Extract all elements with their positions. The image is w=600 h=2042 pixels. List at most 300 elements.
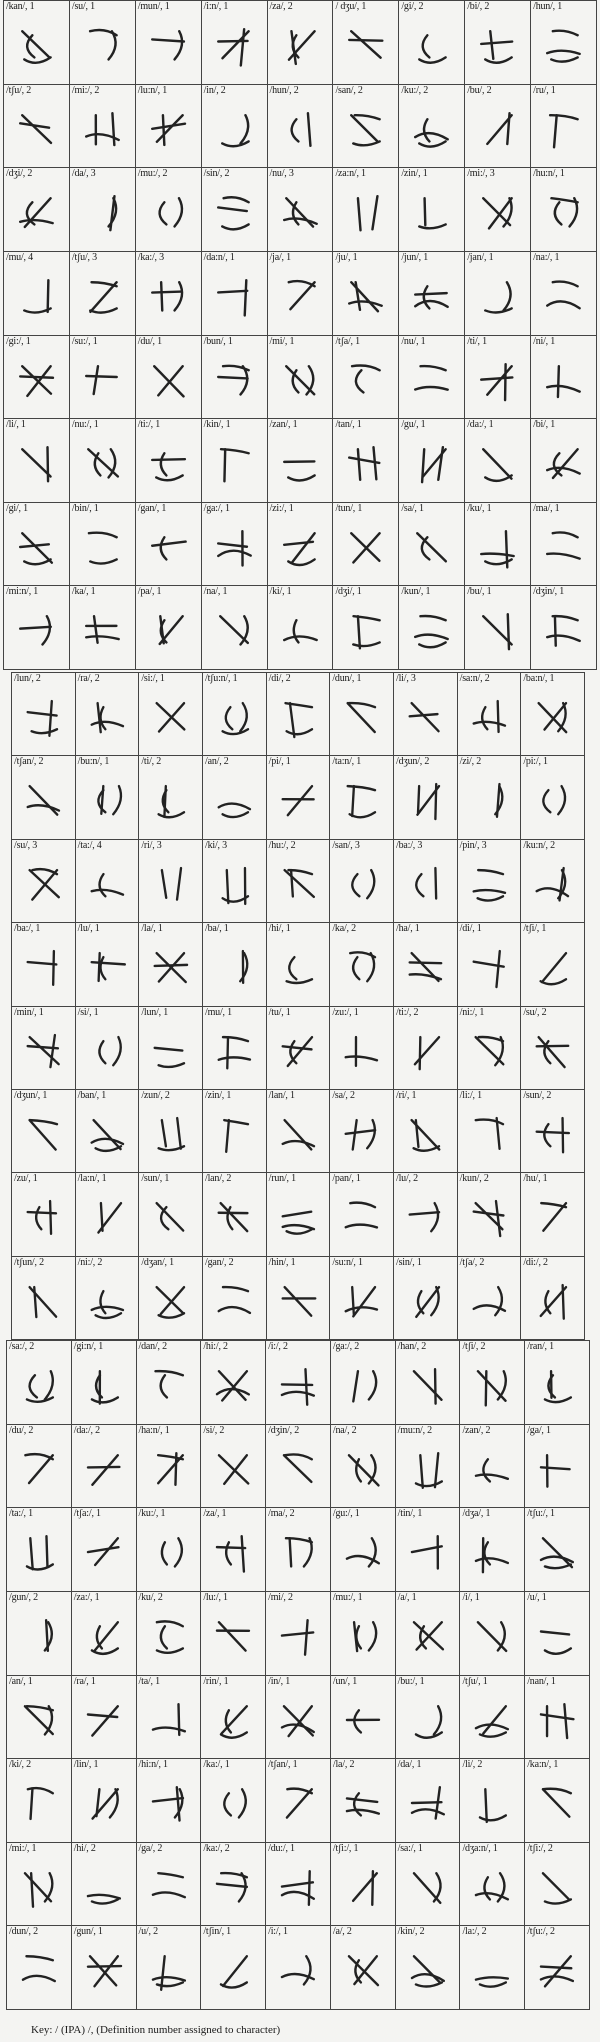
- character-cell: [266, 1843, 331, 1927]
- ipa-label: /za/, 2: [269, 1, 293, 12]
- character-cell: [4, 503, 70, 587]
- ipa-label: /hi/, 1: [268, 923, 291, 935]
- script-glyph-icon: [268, 1, 333, 84]
- character-cell: [268, 85, 334, 169]
- character-cell: [465, 252, 531, 336]
- character-cell: [458, 756, 522, 839]
- character-cell: [266, 1592, 331, 1676]
- script-glyph-icon: [202, 336, 267, 419]
- ipa-label: /un/, 1: [332, 1675, 358, 1687]
- script-glyph-icon: [202, 586, 267, 669]
- ipa-label: /li/, 2: [462, 1759, 483, 1771]
- script-glyph-icon: [521, 1007, 584, 1089]
- ipa-label: /lan/, 2: [205, 1173, 232, 1185]
- script-glyph-icon: [458, 1173, 521, 1255]
- character-cell: [203, 1007, 267, 1090]
- script-glyph-icon: [266, 1759, 330, 1842]
- character-cell: [4, 586, 70, 670]
- script-glyph-icon: [396, 1926, 460, 2009]
- character-cell: [460, 1341, 525, 1425]
- script-glyph-icon: [4, 586, 69, 669]
- character-cell: [12, 1257, 76, 1340]
- character-cell: [458, 1090, 522, 1173]
- character-cell: [525, 1592, 590, 1676]
- character-cell: [201, 1759, 266, 1843]
- ipa-label: /mi:/, 3: [467, 168, 495, 180]
- script-glyph-icon: [70, 586, 135, 669]
- character-cell: [330, 840, 394, 923]
- character-cell: [139, 923, 203, 1006]
- character-cell: [394, 1090, 458, 1173]
- character-cell: [136, 419, 202, 503]
- ipa-label: /sa/, 2: [332, 1089, 355, 1101]
- character-cell: [202, 85, 268, 169]
- ipa-label: /hi/, 2: [73, 1842, 96, 1854]
- character-cell: [396, 1676, 461, 1760]
- script-glyph-icon: [458, 1257, 521, 1339]
- character-cell: [394, 923, 458, 1006]
- script-glyph-icon: [203, 923, 266, 1005]
- ipa-label: /dun/, 2: [9, 1926, 38, 1938]
- character-cell: [70, 336, 136, 420]
- script-glyph-icon: [331, 1926, 395, 2009]
- script-glyph-icon: [394, 840, 457, 922]
- script-glyph-icon: [72, 1592, 136, 1675]
- ipa-label: /ru/, 1: [533, 84, 556, 96]
- character-cell: [76, 1090, 140, 1173]
- ipa-label: /gun/, 1: [73, 1926, 103, 1938]
- character-cell: [12, 923, 76, 1006]
- ipa-label: /li/, 3: [396, 673, 416, 684]
- ipa-label: /kin/, 1: [203, 419, 231, 431]
- character-cell: [525, 1341, 590, 1425]
- ipa-label: /mu:n/, 2: [397, 1424, 432, 1436]
- script-glyph-icon: [333, 586, 398, 669]
- ipa-label: /sa/, 1: [401, 502, 424, 514]
- character-cell: [139, 1257, 203, 1340]
- character-cell: [521, 673, 585, 756]
- character-cell: [12, 1007, 76, 1090]
- ipa-label: /di/, 2: [268, 673, 291, 684]
- ipa-label: /za:/, 1: [73, 1591, 100, 1603]
- ipa-label: /tʃi:/, 2: [527, 1842, 553, 1854]
- character-cell: [76, 673, 140, 756]
- script-glyph-icon: [330, 1257, 393, 1339]
- ipa-label: /dʒa:n/, 1: [462, 1842, 498, 1854]
- script-glyph-icon: [70, 419, 135, 502]
- ipa-label: /ni:/, 2: [77, 1256, 103, 1268]
- script-glyph-icon: [7, 1926, 71, 2009]
- character-cell: [139, 673, 203, 756]
- script-glyph-icon: [139, 923, 202, 1005]
- script-glyph-icon: [139, 1257, 202, 1339]
- character-cell: [70, 85, 136, 169]
- script-glyph-icon: [12, 1007, 75, 1089]
- ipa-label: /zin/, 1: [205, 1089, 232, 1101]
- script-glyph-icon: [139, 1090, 202, 1172]
- ipa-label: /ta:n/, 1: [332, 756, 362, 768]
- character-cell: [460, 1425, 525, 1509]
- character-cell: [333, 419, 399, 503]
- ipa-label: /tʃi/, 2: [462, 1341, 486, 1352]
- script-glyph-icon: [394, 673, 457, 755]
- script-glyph-icon: [460, 1425, 524, 1508]
- character-cell: [465, 168, 531, 252]
- script-glyph-icon: [137, 1843, 201, 1926]
- ipa-label: /gun/, 2: [9, 1591, 38, 1603]
- script-glyph-icon: [266, 1425, 330, 1508]
- character-cell: [72, 1592, 137, 1676]
- character-cell: [460, 1676, 525, 1760]
- script-glyph-icon: [531, 586, 596, 669]
- ipa-label: /tʃu:n/, 1: [205, 673, 238, 684]
- ipa-label: /kan/, 1: [6, 1, 35, 12]
- script-glyph-icon: [7, 1508, 71, 1591]
- character-cell: [333, 503, 399, 587]
- character-cell: [331, 1425, 396, 1509]
- ipa-label: /in/, 2: [203, 84, 226, 96]
- script-glyph-icon: [333, 85, 398, 168]
- character-cell: [396, 1592, 461, 1676]
- script-glyph-icon: [330, 923, 393, 1005]
- script-glyph-icon: [267, 1173, 330, 1255]
- ipa-label: /da:/, 2: [73, 1424, 100, 1436]
- ipa-label: /mi:/, 1: [9, 1842, 37, 1854]
- ipa-label: /su/, 3: [14, 839, 38, 851]
- character-cell: [531, 336, 597, 420]
- character-cell: [70, 419, 136, 503]
- script-glyph-icon: [201, 1926, 265, 2009]
- script-glyph-icon: [399, 419, 464, 502]
- script-glyph-icon: [394, 1090, 457, 1172]
- ipa-label: /da:n/, 1: [203, 251, 235, 263]
- script-glyph-icon: [399, 586, 464, 669]
- script-glyph-icon: [331, 1508, 395, 1591]
- ipa-label: /san/, 3: [332, 839, 360, 851]
- script-glyph-icon: [267, 756, 330, 838]
- ipa-label: /kun/, 1: [401, 586, 431, 598]
- ipa-label: /run/, 1: [268, 1173, 296, 1185]
- ipa-label: /ka:/, 1: [203, 1759, 230, 1771]
- character-cell: [72, 1926, 137, 2010]
- character-cell: [521, 1090, 585, 1173]
- script-glyph-icon: [4, 503, 69, 586]
- character-cell: [7, 1926, 72, 2010]
- ipa-label: /si:/, 1: [141, 673, 165, 684]
- character-cell: [394, 1007, 458, 1090]
- character-cell: [460, 1508, 525, 1592]
- ipa-label: /ma/, 2: [268, 1508, 295, 1520]
- character-cell: [394, 1173, 458, 1256]
- ipa-label: /ti:/, 2: [396, 1006, 419, 1018]
- script-glyph-icon: [266, 1676, 330, 1759]
- ipa-label: /pan/, 1: [332, 1173, 361, 1185]
- ipa-label: /hi:n/, 1: [138, 1759, 168, 1771]
- ipa-label: /hin/, 1: [268, 1256, 296, 1268]
- ipa-label: /gi/, 1: [6, 502, 28, 514]
- character-cell: [202, 1, 268, 85]
- script-glyph-icon: [72, 1676, 136, 1759]
- character-cell: [4, 419, 70, 503]
- character-cell: [521, 1257, 585, 1340]
- ipa-label: /gu:/, 1: [332, 1508, 360, 1520]
- character-cell: [399, 252, 465, 336]
- script-glyph-icon: [202, 252, 267, 335]
- ipa-label: /sa:n/, 2: [459, 673, 490, 684]
- ipa-label: /in/, 1: [268, 1675, 291, 1687]
- character-cell: [267, 923, 331, 1006]
- character-cell: [76, 840, 140, 923]
- script-glyph-icon: [70, 1, 135, 84]
- character-cell: [330, 1090, 394, 1173]
- script-glyph-icon: [202, 503, 267, 586]
- character-cell: [458, 1173, 522, 1256]
- script-glyph-icon: [331, 1592, 395, 1675]
- ipa-label: /zi:/, 1: [269, 502, 294, 514]
- ipa-label: /zan/, 2: [462, 1424, 491, 1436]
- ipa-label: /ku:n/, 2: [523, 839, 555, 851]
- ipa-label: /gan/, 1: [137, 502, 167, 514]
- ipa-label: /ba/, 1: [205, 923, 229, 935]
- script-glyph-icon: [139, 1173, 202, 1255]
- character-cell: [267, 1173, 331, 1256]
- character-cell: [136, 85, 202, 169]
- script-glyph-icon: [201, 1341, 265, 1424]
- character-cell: [531, 168, 597, 252]
- script-glyph-icon: [460, 1341, 524, 1424]
- character-cell: [333, 1, 399, 85]
- character-cell: [137, 1843, 202, 1927]
- character-cell: [76, 1007, 140, 1090]
- script-glyph-icon: [136, 168, 201, 251]
- script-glyph-icon: [394, 1007, 457, 1089]
- ipa-label: /mu/, 1: [205, 1006, 232, 1018]
- script-glyph-icon: [136, 586, 201, 669]
- ipa-label: /bu:n/, 1: [77, 756, 110, 768]
- character-cell: [465, 85, 531, 169]
- script-glyph-icon: [331, 1341, 395, 1424]
- ipa-label: /jun/, 1: [401, 251, 429, 263]
- character-cell: [396, 1508, 461, 1592]
- ipa-label: /mun/, 1: [137, 1, 170, 12]
- ipa-label: /u/, 2: [138, 1926, 158, 1938]
- ipa-label: /dʒin/, 2: [268, 1424, 300, 1436]
- ipa-label: /na/, 1: [203, 586, 228, 598]
- character-cell: [7, 1592, 72, 1676]
- character-cell: [202, 503, 268, 587]
- character-cell: [458, 1257, 522, 1340]
- script-glyph-icon: [72, 1843, 136, 1926]
- script-glyph-icon: [458, 840, 521, 922]
- character-cell: [70, 503, 136, 587]
- script-glyph-icon: [531, 503, 596, 586]
- character-cell: [201, 1508, 266, 1592]
- script-glyph-icon: [202, 85, 267, 168]
- script-glyph-icon: [331, 1676, 395, 1759]
- ipa-label: /lan/, 1: [268, 1089, 295, 1101]
- ipa-label: /bun/, 1: [203, 335, 233, 347]
- character-cell: [525, 1926, 590, 2010]
- ipa-label: /hu:/, 2: [268, 839, 296, 851]
- character-cell: [465, 503, 531, 587]
- ipa-label: /zi/, 2: [459, 756, 482, 768]
- character-cell: [394, 1257, 458, 1340]
- character-cell: [333, 168, 399, 252]
- character-cell: [12, 756, 76, 839]
- character-cell: [266, 1508, 331, 1592]
- script-glyph-icon: [137, 1592, 201, 1675]
- ipa-label: /si/, 1: [77, 1006, 99, 1018]
- character-cell: [521, 923, 585, 1006]
- character-cell: [531, 85, 597, 169]
- ipa-label: /an/, 1: [9, 1675, 33, 1687]
- character-cell: [267, 756, 331, 839]
- script-glyph-icon: [12, 1090, 75, 1172]
- ipa-label: /su:n/, 1: [332, 1256, 363, 1268]
- character-cell: [201, 1843, 266, 1927]
- ipa-label: /sun/, 1: [141, 1173, 170, 1185]
- script-glyph-icon: [267, 673, 330, 755]
- script-glyph-icon: [460, 1508, 524, 1591]
- character-cell: [458, 923, 522, 1006]
- ipa-label: /a/, 1: [397, 1591, 417, 1603]
- ipa-label: /ba:n/, 1: [523, 673, 555, 684]
- ipa-label: /zu:/, 1: [332, 1006, 359, 1018]
- script-glyph-icon: [267, 923, 330, 1005]
- script-glyph-icon: [4, 419, 69, 502]
- ipa-label: /nu/, 3: [269, 168, 294, 180]
- script-glyph-icon: [4, 168, 69, 251]
- script-glyph-icon: [525, 1425, 589, 1508]
- script-glyph-icon: [7, 1676, 71, 1759]
- script-glyph-icon: [76, 1090, 139, 1172]
- ipa-label: /ki/, 1: [269, 586, 292, 598]
- ipa-label: /sin/, 1: [396, 1256, 422, 1268]
- script-glyph-icon: [268, 586, 333, 669]
- character-cell: [394, 673, 458, 756]
- script-glyph-icon: [70, 85, 135, 168]
- script-glyph-icon: [267, 1257, 330, 1339]
- ipa-label: /kun/, 2: [459, 1173, 489, 1185]
- ipa-label: /bu/, 2: [467, 84, 492, 96]
- ipa-label: /tʃa/, 1: [335, 335, 360, 347]
- ipa-label: /tin/, 1: [397, 1508, 423, 1520]
- script-glyph-icon: [531, 168, 596, 251]
- script-glyph-icon: [525, 1926, 589, 2009]
- character-cell: [7, 1676, 72, 1760]
- script-glyph-icon: [7, 1843, 71, 1926]
- character-cell: [266, 1425, 331, 1509]
- script-glyph-icon: [458, 673, 521, 755]
- ipa-label: /ki/, 3: [205, 839, 227, 851]
- ipa-label: /i/, 1: [462, 1591, 480, 1603]
- ipa-label: /i:/, 2: [268, 1341, 288, 1352]
- ipa-label: /bi/, 1: [533, 419, 556, 431]
- ipa-label: /i:/, 1: [268, 1926, 288, 1938]
- character-cell: [136, 1, 202, 85]
- script-glyph-icon: [203, 1090, 266, 1172]
- character-cell: [139, 840, 203, 923]
- ipa-label: /tʃu:/, 1: [527, 1508, 555, 1520]
- character-cell: [399, 336, 465, 420]
- character-cell: [266, 1926, 331, 2010]
- character-cell: [399, 85, 465, 169]
- script-glyph-icon: [201, 1676, 265, 1759]
- character-cell: [12, 840, 76, 923]
- ipa-label: /bu:/, 1: [397, 1675, 425, 1687]
- ipa-label: /ga/, 2: [138, 1842, 163, 1854]
- ipa-label: /lun/, 2: [14, 673, 41, 684]
- character-cell: [136, 503, 202, 587]
- character-cell: [12, 1090, 76, 1173]
- character-cell: [268, 252, 334, 336]
- character-cell: [267, 840, 331, 923]
- script-glyph-icon: [396, 1843, 460, 1926]
- ipa-label: /gan/, 2: [205, 1256, 234, 1268]
- script-glyph-icon: [136, 419, 201, 502]
- script-glyph-icon: [202, 419, 267, 502]
- script-glyph-icon: [333, 419, 398, 502]
- script-glyph-icon: [525, 1508, 589, 1591]
- character-cell: [76, 923, 140, 1006]
- character-cell: [4, 85, 70, 169]
- character-cell: [396, 1843, 461, 1927]
- ipa-label: /pin/, 3: [459, 839, 487, 851]
- script-glyph-icon: [139, 673, 202, 755]
- script-glyph-icon: [266, 1592, 330, 1675]
- ipa-label: /ti/, 1: [467, 335, 487, 347]
- script-glyph-icon: [333, 503, 398, 586]
- script-glyph-icon: [521, 1173, 584, 1255]
- character-cell: [201, 1592, 266, 1676]
- script-glyph-icon: [333, 168, 398, 251]
- ipa-label: /du/, 1: [137, 335, 162, 347]
- character-cell: [465, 1, 531, 85]
- script-glyph-icon: [268, 419, 333, 502]
- ipa-label: /la/, 2: [332, 1759, 355, 1771]
- script-glyph-icon: [136, 503, 201, 586]
- script-glyph-icon: [531, 252, 596, 335]
- ipa-label: /ni/, 1: [533, 335, 556, 347]
- script-glyph-icon: [458, 1090, 521, 1172]
- character-cell: [331, 1676, 396, 1760]
- script-glyph-icon: [399, 252, 464, 335]
- character-cell: [203, 1090, 267, 1173]
- script-glyph-icon: [399, 85, 464, 168]
- ipa-label: /dʒun/, 2: [396, 756, 430, 768]
- script-glyph-icon: [266, 1508, 330, 1591]
- character-cell: [137, 1341, 202, 1425]
- character-cell: [460, 1926, 525, 2010]
- ipa-label: /mi:n/, 1: [6, 586, 39, 598]
- character-cell: [7, 1508, 72, 1592]
- script-glyph-icon: [399, 503, 464, 586]
- ipa-label: /tun/, 1: [335, 502, 363, 514]
- ipa-label: /mu:/, 2: [137, 168, 168, 180]
- legend-key: Key: / (IPA) /, (Definition number assigned to character): [31, 2024, 281, 2036]
- character-cell: [136, 168, 202, 252]
- script-glyph-icon: [4, 252, 69, 335]
- ipa-label: /mi:/, 2: [71, 84, 100, 96]
- script-glyph-icon: [266, 1926, 330, 2009]
- character-cell: [72, 1759, 137, 1843]
- ipa-label: /da:/, 1: [467, 419, 494, 431]
- script-glyph-icon: [76, 673, 139, 755]
- script-glyph-icon: [465, 85, 530, 168]
- ipa-label: / dʒu/, 1: [335, 1, 367, 12]
- script-glyph-icon: [203, 1007, 266, 1089]
- character-cell: [7, 1425, 72, 1509]
